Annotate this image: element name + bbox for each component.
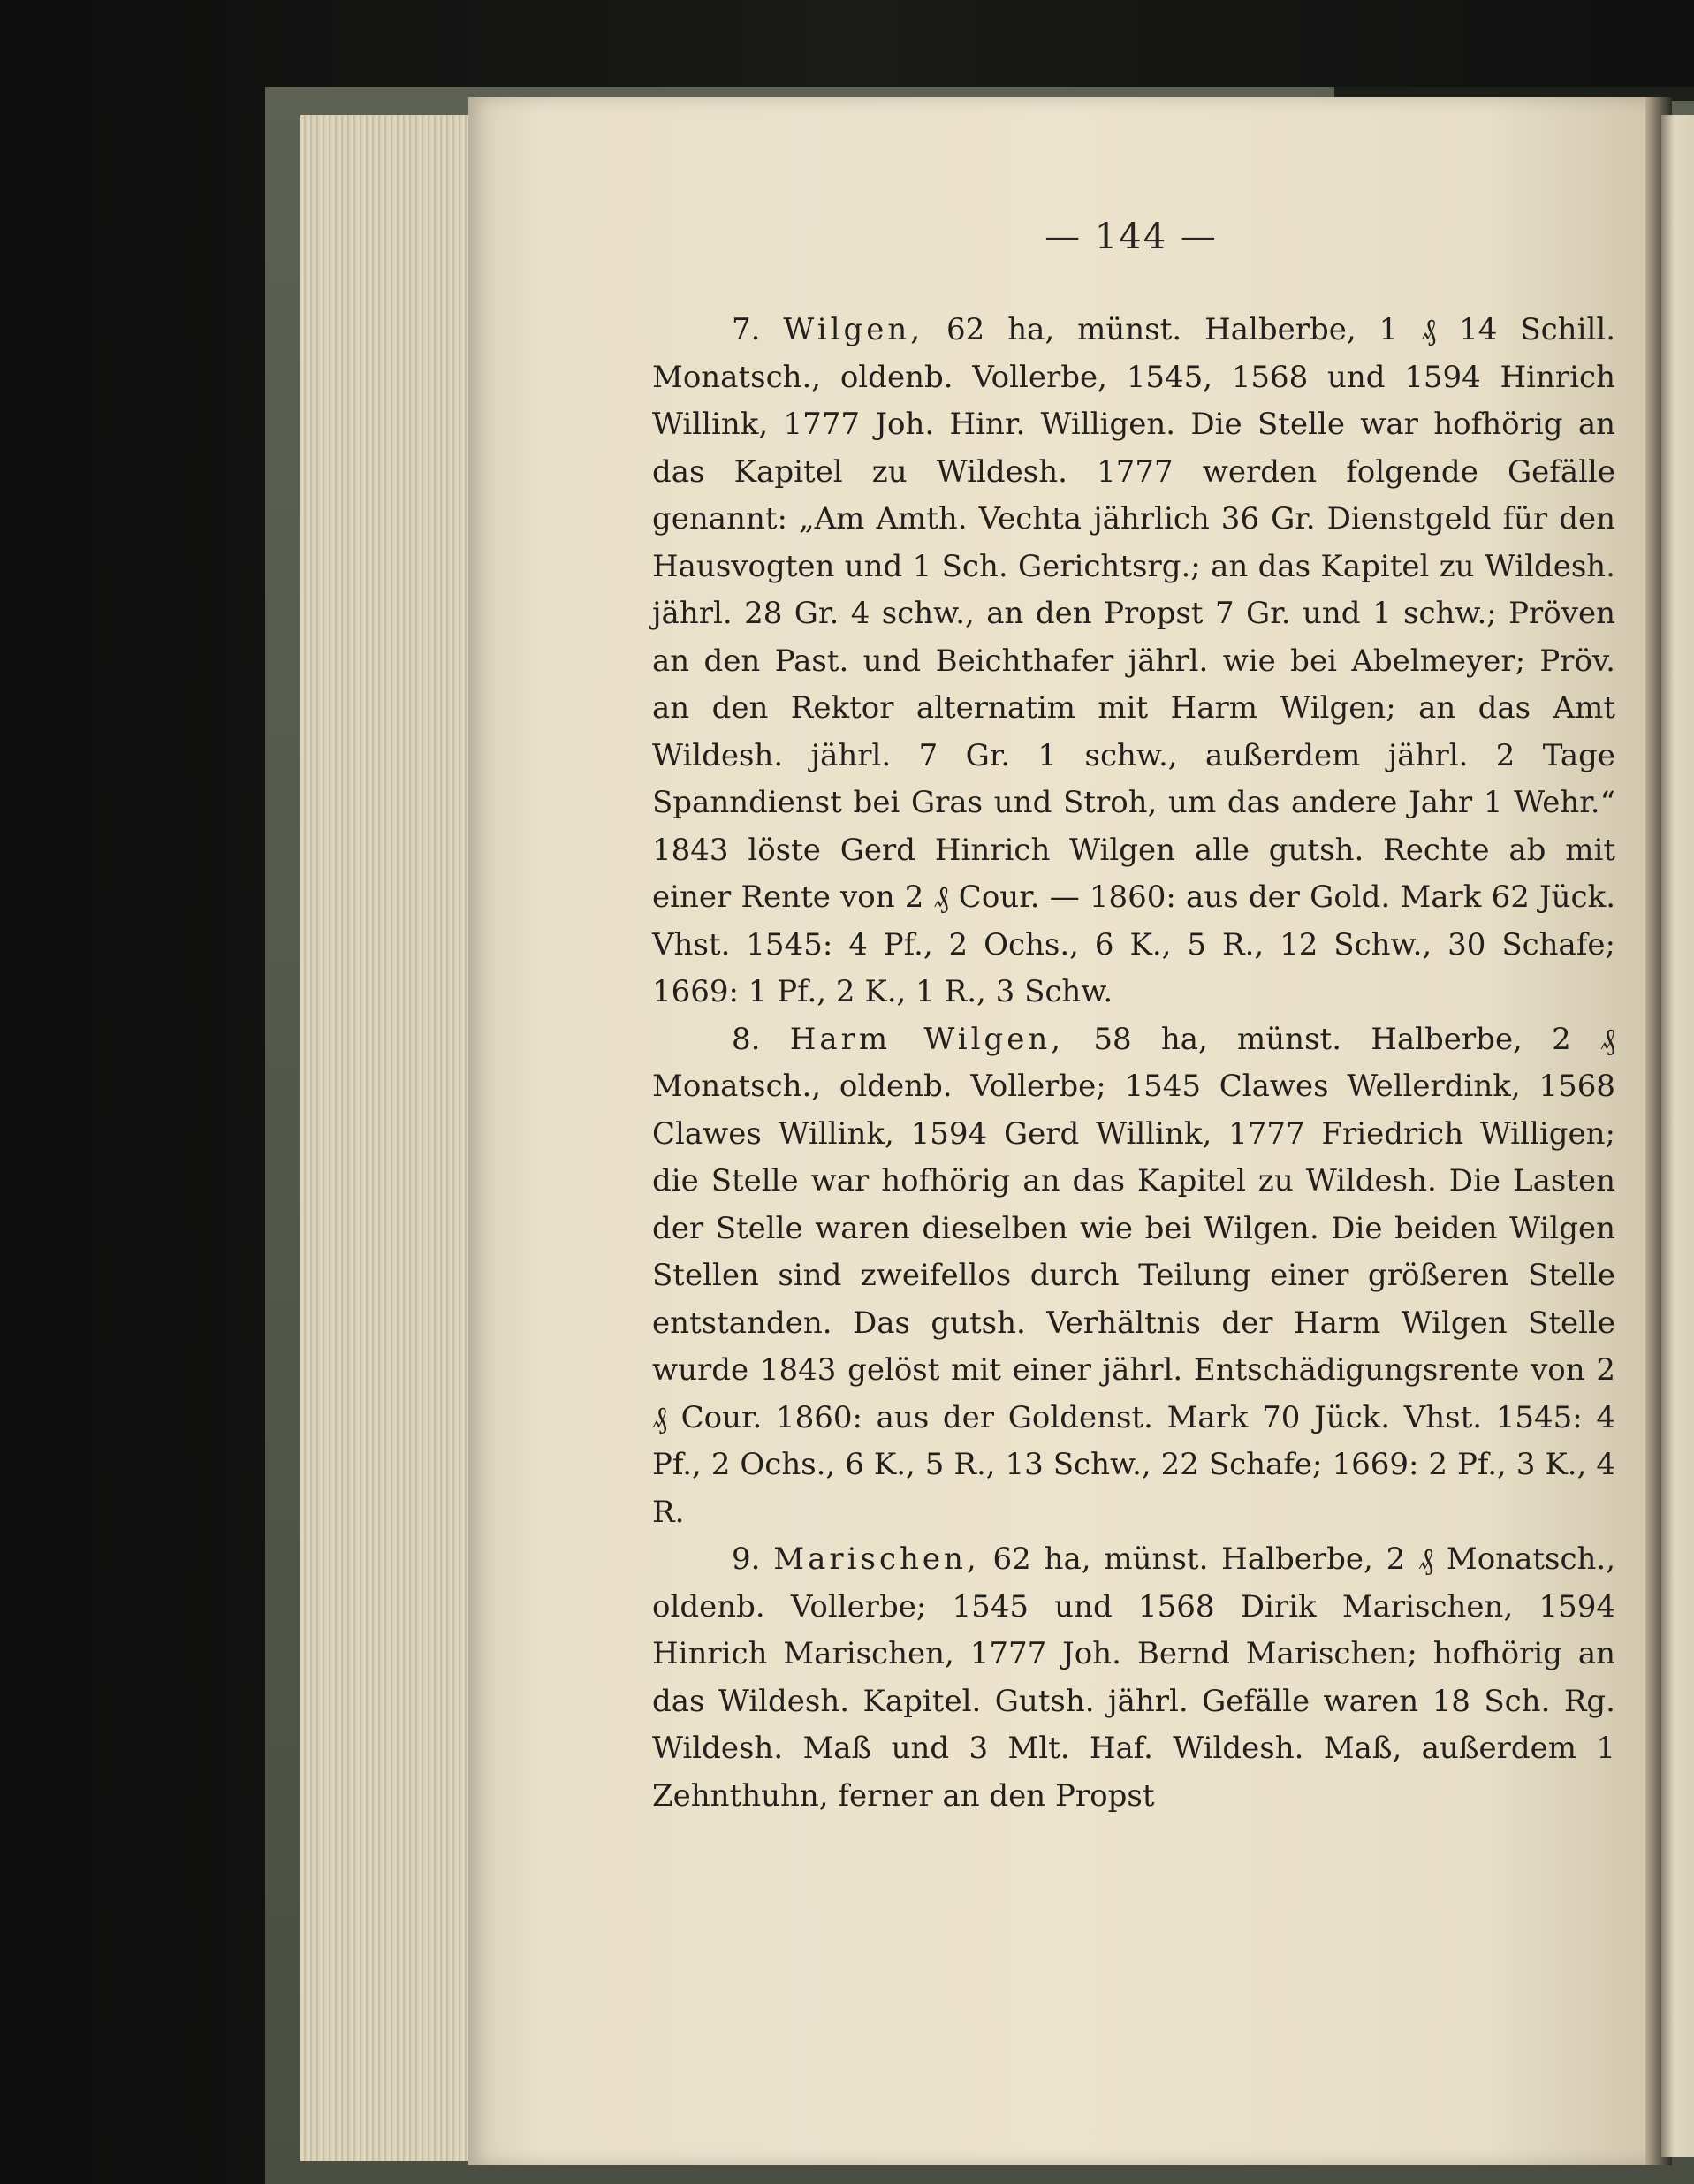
page-number: — 144 — [1045,217,1218,257]
entry-body: 58 ha, münst. Halberbe, 2 ₰ Monatsch., oldenb. Vollerbe; 1545 Clawes Wellerdink, 1568 Clawes Willink, 1594 Gerd Willink, 1777 Friedrich Willigen; die Stelle war hofhörig an das Kapitel zu Wildesh. Die Lasten der Stelle waren dieselben wie bei Wilgen. Die beiden Wilgen Stellen sind zweifellos durch Teilung einer größeren Stelle entstanden. Das gutsh. Verhältnis der Harm Wilgen Stelle wurde 1843 gelöst mit einer jährl. Entschädigungsrente von 2 ₰ Cour. 1860: aus der Goldenst. Mark 70 Jück. Vhst. 1545: 4 Pf., 2 Ochs., 6 K., 5 R., 13 Schw., 22 Schafe; 1669: 2 Pf., 3 K., 4 R. [652,1021,1615,1530]
page-text [652,307,1615,1820]
entry-7 [652,307,1615,1016]
entry-number: 7. [732,312,761,347]
next-page-edge [1661,115,1694,2157]
entry-body: 62 ha, münst. Halberbe, 1 ₰ 14 Schill. Monatsch., oldenb. Vollerbe, 1545, 1568 und 1594 Hinrich Willink, 1777 Joh. Hinr. Willigen. Die Stelle war hofhörig an das Kapitel zu Wildesh. 1777 werden folgende Gefälle genannt: „Am Amth. Vechta jährlich 36 Gr. Dienstgeld für den Hausvogten und 1 Sch. Gerichtsrg.; an das Kapitel zu Wildesh. jährl. 28 Gr. 4 schw., an den Propst 7 Gr. und 1 schw.; Pröven an den Past. und Beichthafer jährl. wie bei Abelmeyer; Pröv. an den Rektor alternatim mit Harm Wilgen; an das Amt Wildesh. jährl. 7 Gr. 1 schw., außerdem jährl. 2 Tage Spanndienst bei Gras und Stroh, um das andere Jahr 1 Wehr.“ 1843 löste Gerd Hinrich Wilgen alle gutsh. Rechte ab mit einer Rente von 2 ₰ Cour. — 1860: aus der Gold. Mark 62 Jück. Vhst. 1545: 4 Pf., 2 Ochs., 6 K., 5 R., 12 Schw., 30 Schafe; 1669: 1 Pf., 2 K., 1 R., 3 Schw. [652,312,1616,1009]
entry-title: Wilgen, [783,312,924,347]
page-edges [300,115,477,2161]
entry-9 [652,1536,1615,1820]
entry-number: 8. [732,1021,761,1057]
entry-number: 9. [732,1541,761,1577]
entry-title: Marischen, [773,1541,980,1577]
entry-title: Harm Wilgen, [789,1021,1065,1057]
entry-8 [652,1016,1615,1537]
entry-body: 62 ha, münst. Halberbe, 2 ₰ Monatsch., oldenb. Vollerbe; 1545 und 1568 Dirik Marischen, 1594 Hinrich Marischen, 1777 Joh. Bernd Marischen; hofhörig an das Wildesh. Kapitel. Gutsh. jährl. Gefälle waren 18 Sch. Rg. Wildesh. Maß und 3 Mlt. Haf. Wildesh. Maß, außerdem 1 Zehnthuhn, ferner an den Propst [652,1541,1616,1814]
